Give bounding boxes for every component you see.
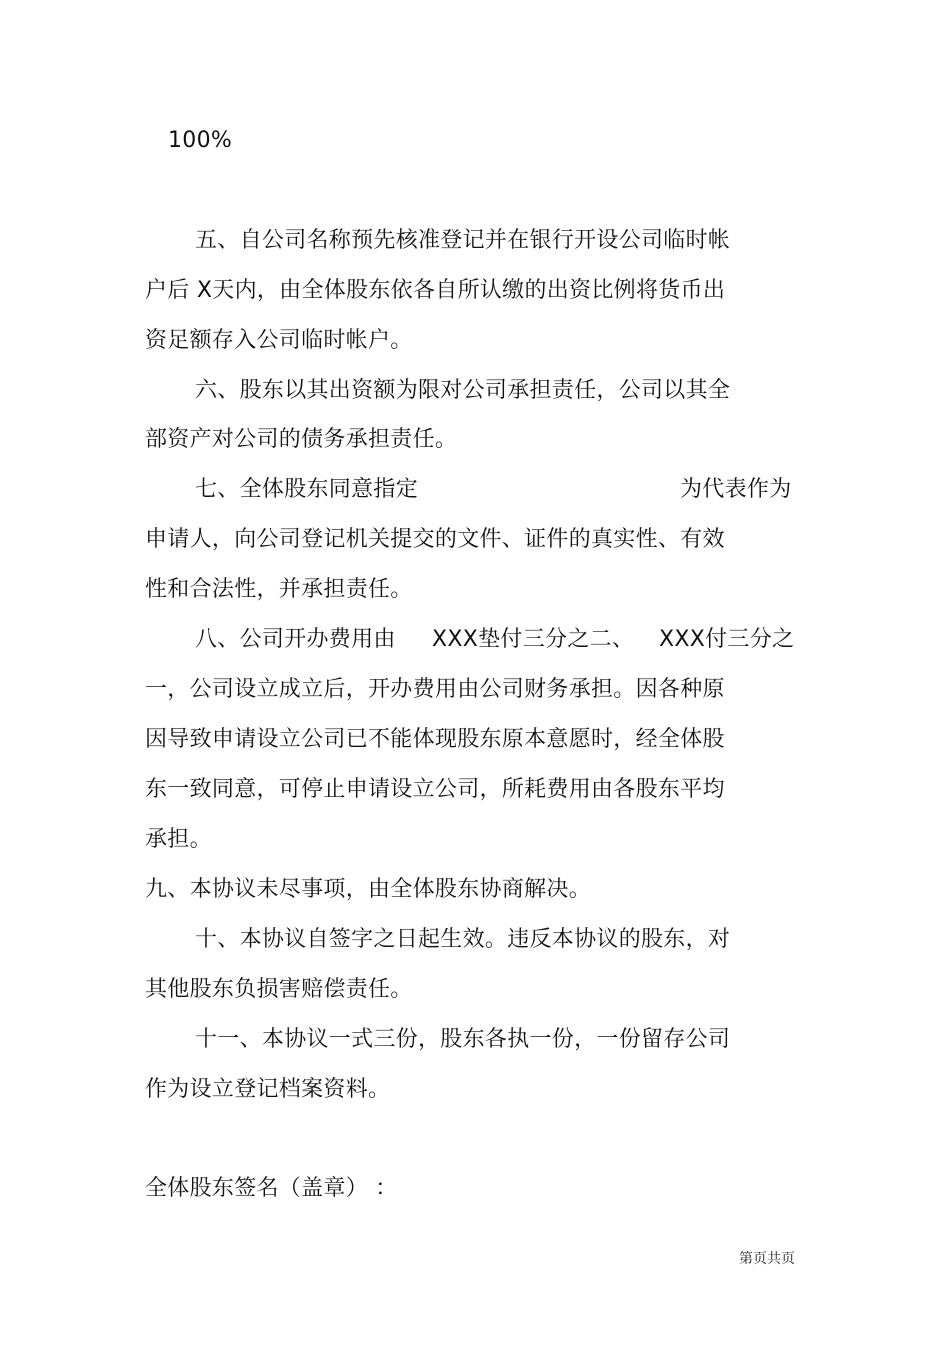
clause-eight-line-1c: XXX付三分之 (659, 627, 795, 652)
clause-seven-line-1b: 为代表作为 (680, 477, 792, 502)
clause-eight-line-5: 承担。 (145, 827, 212, 852)
clause-eight-line-1a: 八、公司开办费用由 (195, 627, 396, 652)
shareholder-signature-line: 全体股东签名（盖章） ： (145, 1176, 398, 1201)
top-percentage: 100% (168, 128, 233, 153)
clause-seven-line-1a: 七、全体股东同意指定 (195, 477, 419, 502)
clause-five-line-1: 五、自公司名称预先核准登记并在银行开设公司临时帐 (195, 228, 731, 253)
clause-five-line-3: 资足额存入公司临时帐户。 (145, 328, 413, 353)
clause-eight-line-4: 东一致同意，可停止申请设立公司，所耗费用由各股东平均 (145, 777, 725, 802)
page-footer: 第页共页 (739, 1251, 795, 1267)
clause-ten-line-1: 十、本协议自签字之日起生效。违反本协议的股东，对 (195, 927, 731, 952)
clause-eight-line-2: 一，公司设立成立后，开办费用由公司财务承担。因各种原 (145, 677, 725, 702)
clause-eight-line-1b: XXX垫付三分之二、 (432, 627, 635, 652)
clause-eight-line-3: 因导致申请设立公司已不能体现股东原本意愿时，经全体股 (145, 727, 725, 752)
clause-eleven-line-2: 作为设立登记档案资料。 (145, 1077, 391, 1102)
clause-seven-line-2: 申请人，向公司登记机关提交的文件、证件的真实性、有效 (145, 527, 725, 552)
clause-six-line-1: 六、股东以其出资额为限对公司承担责任，公司以其全 (195, 378, 731, 403)
clause-six-line-2: 部资产对公司的债务承担责任。 (145, 427, 458, 452)
clause-ten-line-2: 其他股东负损害赔偿责任。 (145, 977, 413, 1002)
clause-five-line-2: 户后 X天内，由全体股东依各自所认缴的出资比例将货币出 (145, 278, 726, 303)
clause-eleven-line-1: 十一、本协议一式三份，股东各执一份，一份留存公司 (195, 1027, 731, 1052)
clause-nine-line-1: 九、本协议未尽事项，由全体股东协商解决。 (145, 877, 592, 902)
clause-seven-line-3: 性和合法性，并承担责任。 (145, 577, 413, 602)
